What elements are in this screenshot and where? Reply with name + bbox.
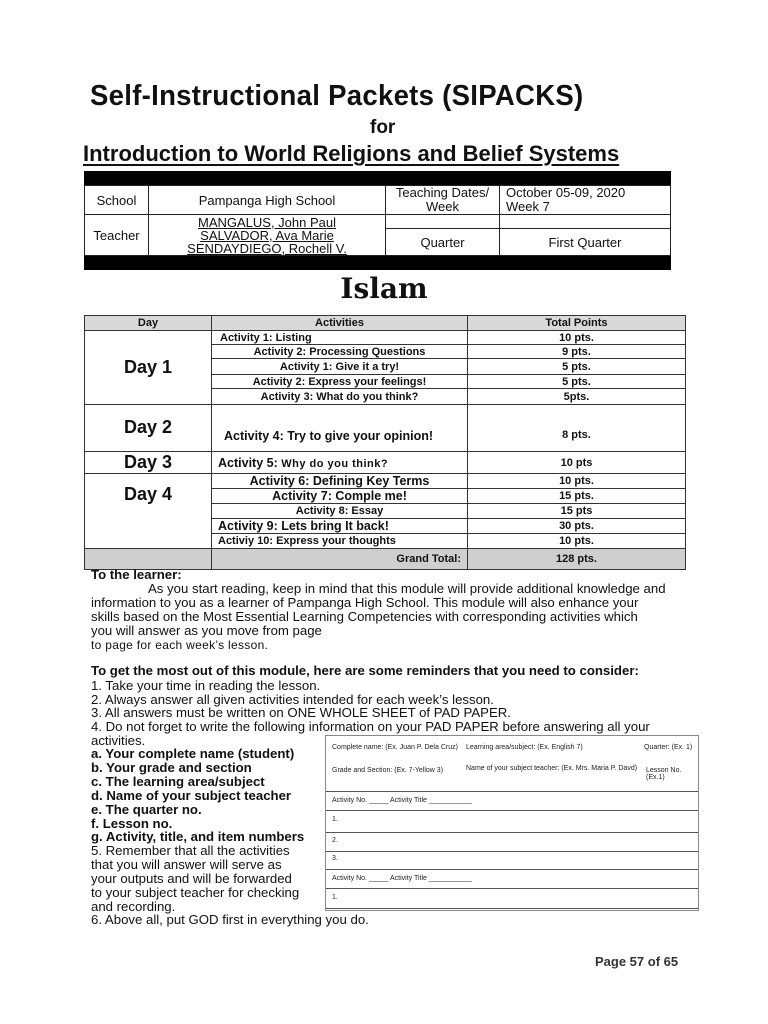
form-rule [326, 888, 698, 889]
activity-cell [212, 452, 468, 474]
points-cell: 9 pts. [468, 345, 686, 359]
teacher-names [149, 215, 386, 256]
info-sub-item: a. Your complete name (student) [91, 746, 295, 761]
teacher-label: Teacher [85, 215, 149, 256]
reminder-item-5: your outputs and will be forwarded [91, 871, 292, 886]
reminder-item: 3. All answers must be written on ONE WHOLE SHEET of PAD PAPER. [91, 705, 511, 720]
teacher-name: SENDAYDIEGO, Rochell V. [187, 240, 347, 256]
reminder-item: activities. [91, 733, 146, 748]
info-sub-item: e. The quarter no. [91, 802, 202, 817]
points-cell: 15 pts. [468, 489, 686, 504]
empty-cell [386, 215, 500, 229]
form-rule [326, 810, 698, 811]
reminder-item: 1. Take your time in reading the lesson. [91, 678, 321, 693]
school-label: School [85, 186, 149, 215]
learner-paragraph-line: skills based on the Most Essential Learning Competencies with corresponding activities which [91, 609, 638, 624]
col-header-activities: Activities [212, 316, 468, 331]
activity-cell: Activity 1: Listing [212, 331, 468, 345]
dates-value-line: October 05-09, 2020 [506, 185, 626, 200]
teacher-name: SALVADOR, Ava Marie [200, 227, 334, 243]
learner-paragraph-line: to page for each week’s lesson. [91, 638, 269, 652]
info-sub-item: b. Your grade and section [91, 760, 252, 775]
reminder-item-5: and recording. [91, 899, 176, 914]
col-header-day: Day [85, 316, 212, 331]
form-item-number: 3. [332, 855, 338, 862]
activity-cell: Activity 3: What do you think? [212, 389, 468, 405]
form-lesson-no: Lesson No. (Ex.1) [646, 767, 682, 781]
form-complete-name: Complete name: (Ex. Juan P. Dela Cruz) [332, 744, 458, 751]
reminder-item-5: that you will answer will serve as [91, 857, 282, 872]
teacher-name: MANGALUS, John Paul [197, 214, 336, 230]
activity-cell: Activity 7: Comple me! [212, 489, 468, 504]
points-cell: 30 pts. [468, 519, 686, 534]
dates-value [500, 186, 671, 215]
day-label: Day 1 [85, 331, 212, 405]
learner-heading: To the learner: [91, 567, 182, 582]
info-sub-item: f. Lesson no. [91, 816, 173, 831]
form-rule [326, 851, 698, 852]
points-cell: 15 pts [468, 504, 686, 519]
day-label: Day 3 [85, 452, 212, 474]
reminders-heading: To get the most out of this module, here are some reminders that you need to consider: [91, 663, 639, 678]
reminder-item-5: 5. Remember that all the activities [91, 843, 290, 858]
subject-title: Introduction to World Religions and Belief Systems [83, 141, 620, 166]
activity-cell: Activiy 10: Express your thoughts [212, 534, 468, 549]
activity-cell: Activity 4: Try to give your opinion! [212, 405, 468, 452]
quarter-label: Quarter [386, 229, 500, 256]
points-cell: 5 pts. [468, 375, 686, 389]
form-teacher-name: Name of your subject teacher: (Ex. Mrs. Maria P. Davd) [466, 765, 638, 772]
reminder-item-5: to your subject teacher for checking [91, 885, 300, 900]
form-item-number: 2. [332, 837, 338, 844]
learner-paragraph-line: As you start reading, keep in mind that this module will provide additional knowledge and [148, 581, 666, 596]
info-sub-item: c. The learning area/subject [91, 774, 265, 789]
reminder-item: 4. Do not forget to write the following information on your PAD PAPER before answering all your [91, 719, 650, 734]
day-label: Day 2 [85, 405, 212, 452]
activity-cell: Activity 1: Give it a try! [212, 359, 468, 375]
points-cell: 10 pts [468, 452, 686, 474]
top-black-bar [84, 171, 671, 185]
activity-cell: Activity 8: Essay [212, 504, 468, 519]
form-learning-area: Learning area/subject: (Ex. English 7) [466, 744, 583, 751]
points-cell: 10 pts. [468, 331, 686, 345]
topic-title: Islam [340, 272, 428, 305]
document-title: Self-Instructional Packets (SIPACKS) [90, 80, 584, 112]
col-header-points: Total Points [468, 316, 686, 331]
title-connector: for [370, 117, 396, 138]
form-activity-line: Activity No. _____ Activity Title ___________ [332, 797, 472, 804]
day-label: Day 4 [85, 474, 212, 549]
form-rule [326, 908, 698, 909]
points-cell: 5 pts. [468, 359, 686, 375]
dates-label: Teaching Dates/ Week [386, 186, 500, 215]
form-rule [326, 832, 698, 833]
form-rule [326, 791, 698, 792]
form-quarter: Quarter: (Ex. 1) [644, 744, 693, 751]
grand-total-value: 128 pts. [468, 549, 686, 570]
activity-cell: Activity 2: Processing Questions [212, 345, 468, 359]
form-item-number: 1. [332, 894, 338, 901]
info-sub-item: d. Name of your subject teacher [91, 788, 292, 803]
activity-cell: Activity 9: Lets bring It back! [212, 519, 468, 534]
points-cell: 8 pts. [468, 405, 686, 452]
info-table [84, 185, 671, 256]
form-item-number: 1. [332, 816, 338, 823]
points-cell: 10 pts. [468, 534, 686, 549]
learner-paragraph-line: information to you as a learner of Pampanga High School. This module will also enhance your [91, 595, 639, 610]
empty-cell [500, 215, 671, 229]
page-number: Page 57 of 65 [595, 954, 679, 969]
school-value: Pampanga High School [149, 186, 386, 215]
grand-total-label: Grand Total: [212, 549, 468, 570]
reminder-item-6: 6. Above all, put GOD first in everything you do. [91, 912, 369, 927]
activity-label: Why do you think? [281, 457, 389, 470]
bottom-black-bar [84, 256, 671, 270]
points-cell: 10 pts. [468, 474, 686, 489]
quarter-value: First Quarter [500, 229, 671, 256]
activity-cell: Activity 6: Defining Key Terms [212, 474, 468, 489]
learner-paragraph-line: you will answer as you move from page [91, 623, 322, 638]
activities-table [84, 315, 686, 570]
week-value-line: Week 7 [506, 199, 550, 214]
info-sub-item: g. Activity, title, and item numbers [91, 829, 305, 844]
sample-answer-sheet [325, 735, 699, 911]
form-rule [326, 869, 698, 870]
form-grade-section: Grade and Section: (Ex. 7-Yellow 3) [332, 767, 444, 774]
points-cell: 5pts. [468, 389, 686, 405]
activity-cell: Activity 2: Express your feelings! [212, 375, 468, 389]
form-activity-line: Activity No. _____ Activity Title ___________ [332, 875, 472, 882]
activity-label: Activity 5: [218, 455, 282, 470]
reminder-item: 2. Always answer all given activities intended for each week’s lesson. [91, 692, 494, 707]
